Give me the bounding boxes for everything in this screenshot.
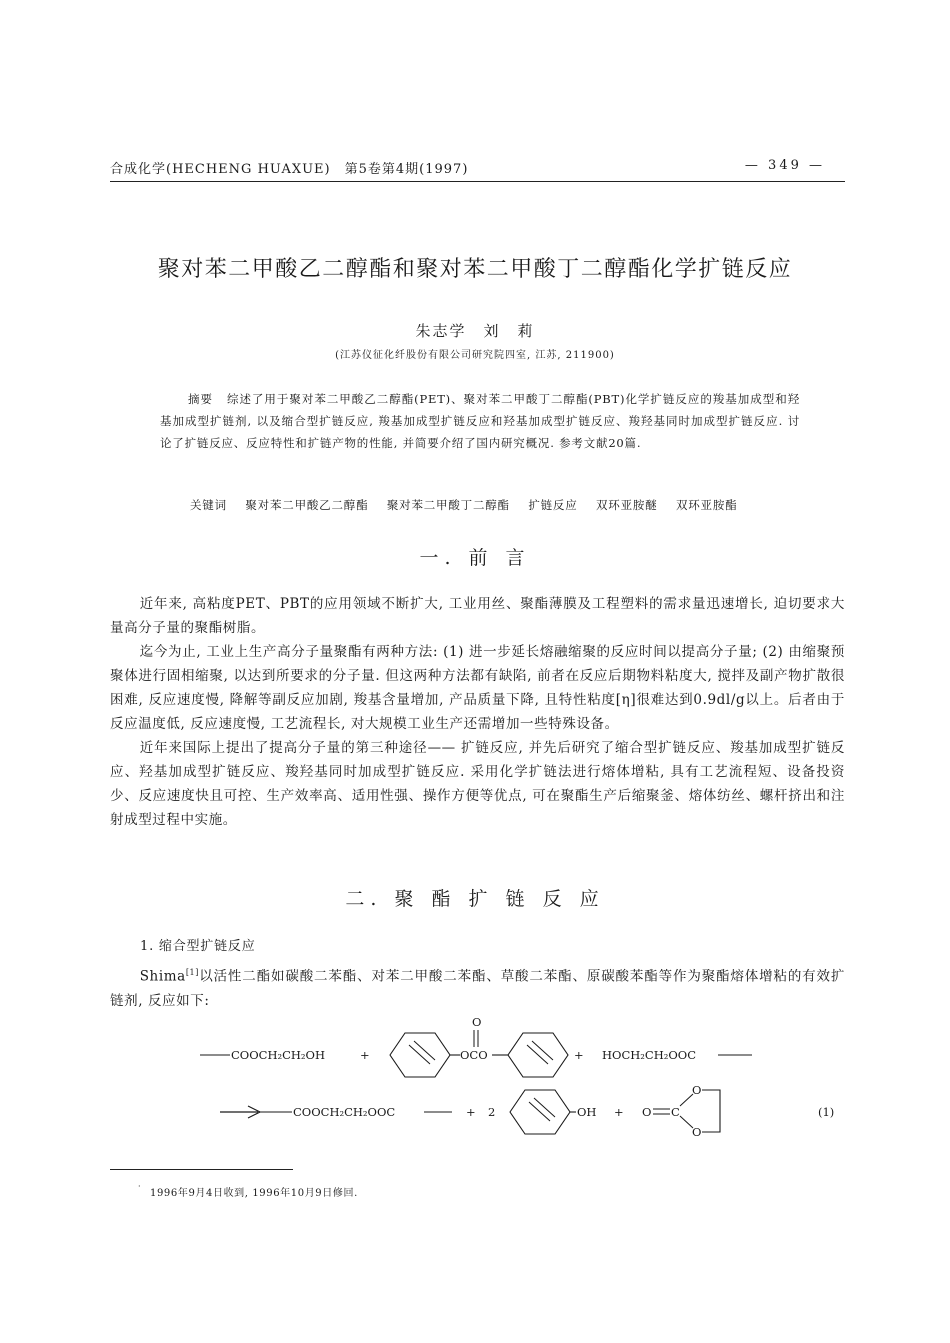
keyword-item: 双环亚胺醚 [595, 498, 658, 512]
reaction-equation [190, 1012, 850, 1147]
ring-double-bond [532, 1041, 553, 1060]
page-number: — 349 — [744, 158, 825, 173]
reactant-hydroxyl-ester: COOCH₂CH₂OH [231, 1048, 325, 1062]
keywords [190, 497, 830, 513]
footnote-marker: · [138, 1182, 142, 1191]
keyword-item: 双环亚胺酯 [675, 498, 738, 512]
article-title: 聚对苯二甲酸乙二醇酯和聚对苯二甲酸丁二醇酯化学扩链反应 [157, 257, 793, 282]
plus-sign: + [466, 1105, 476, 1119]
plus-sign: + [614, 1105, 624, 1119]
footnote-text: 1996年9月4日收到, 1996年10月9日修回. [150, 1188, 358, 1199]
affiliation: (江苏仪征化纤股份有限公司研究院四室, 江苏, 211900) [335, 350, 615, 361]
ring-double-bond [414, 1041, 435, 1060]
ring-bond [702, 1090, 720, 1132]
product-ester: COOCH₂CH₂OOC [293, 1105, 396, 1119]
footnote [138, 1182, 358, 1199]
intro-body [110, 592, 845, 832]
paragraph: 近年来, 高粘度PET、PBT的应用领域不断扩大, 工业用丝、聚酯薄膜及工程塑料的需求量迅速增长, 迫切要求大量高分子量的聚酯树脂。 [110, 596, 845, 636]
cited-author: Shima [139, 968, 186, 985]
section-heading-reactions: 二. 聚 酯 扩 链 反 应 [345, 888, 605, 910]
plus-sign: + [360, 1048, 370, 1062]
plus-sign: + [574, 1048, 584, 1062]
authors: 朱志学 刘 莉 [415, 322, 535, 340]
paragraph-text: 以活性二酯如碳酸二苯酯、对苯二甲酸二苯酯、草酸二苯酯、原碳酸苯酯等作为聚酯熔体增粘的有效扩链剂, 反应如下: [110, 968, 845, 1009]
journal-info: 合成化学(HECHENG HUAXUE) 第5卷第4期(1997) [110, 162, 469, 177]
paragraph: 近年来国际上提出了提高分子量的第三种途径—— 扩链反应, 并先后研究了缩合型扩链反应、羧基加成型扩链反应、羟基加成型扩链反应、羧羟基同时加成型扩链反应. 采用化学扩链法进行熔体增粘, 具有工艺流程短、设备投资少、反应速度快且可控、生产效率高、适用性强、操作方便等优点, 可在聚酯生产后缩聚釜、熔体纺丝、螺杆挤出和注射成型过程中实施。 [110, 740, 845, 828]
abstract-text: 综述了用于聚对苯二甲酸乙二醇酯(PET)、聚对苯二甲酸丁二醇酯(PBT)化学扩链反应的羧基加成型和羟基加成型扩链剂, 以及缩合型扩链反应, 羧基加成型扩链反应和羟基加成型扩链反应、羧羟基同时加成型扩链反应. 讨论了扩链反应、反应特性和扩链产物的性能, 并简要介绍了国内研究概况. 参考文献20篇. [160, 392, 800, 450]
shima-paragraph [110, 961, 845, 1013]
hydroxyl-group: OH [577, 1105, 597, 1119]
keyword-item: 聚对苯二甲酸乙二醇酯 [245, 498, 369, 512]
ring-double-bond [527, 1045, 548, 1064]
keyword-item: 扩链反应 [528, 498, 578, 512]
running-head [110, 158, 845, 178]
ring-oxygen: O [692, 1125, 702, 1139]
footnote-rule [110, 1169, 293, 1170]
carbonate-group: OCO [460, 1048, 488, 1062]
citation-ref: [1] [185, 968, 199, 977]
abstract [160, 388, 800, 454]
header-rule [110, 181, 845, 182]
keywords-label: 关键词 [190, 498, 227, 512]
carbonyl-oxygen: O [472, 1015, 482, 1029]
reactant-hydroxyl-ester-2: HOCH₂CH₂OOC [602, 1048, 696, 1062]
equation-number: (1) [818, 1105, 835, 1119]
ring-double-bond [409, 1045, 430, 1064]
carbonyl-carbon: C [671, 1105, 680, 1119]
paragraph: 迄今为止, 工业上生产高分子量聚酯有两种方法: (1) 进一步延长熔融缩聚的反应时间以提高分子量; (2) 由缩聚预聚体进行固相缩聚, 以达到所要求的分子量. 但这两种方法都有缺陷, 前者在反应后期物料粘度大, 搅拌及副产物扩散很困难, 反应速度慢, 降解等副反应加剧, 羧基含量增加, 产品质量下降, 且特性粘度[η]很难达到0.9dl/g以上。后者由于反应温度低, 反应速度慢, 工艺流程长, 对大规模工业生产还需增加一些特殊设备。 [110, 644, 845, 732]
ring-oxygen: O [692, 1083, 702, 1097]
coefficient: 2 [488, 1105, 496, 1119]
ring-double-bond [529, 1102, 550, 1121]
ring-double-bond [534, 1098, 555, 1117]
carbonyl-oxygen: O [642, 1105, 652, 1119]
abstract-label: 摘要 [188, 392, 213, 406]
subsection-heading: 1. 缩合型扩链反应 [140, 939, 256, 954]
section-heading-intro: 一. 前 言 [419, 547, 531, 569]
keyword-item: 聚对苯二甲酸丁二醇酯 [386, 498, 510, 512]
